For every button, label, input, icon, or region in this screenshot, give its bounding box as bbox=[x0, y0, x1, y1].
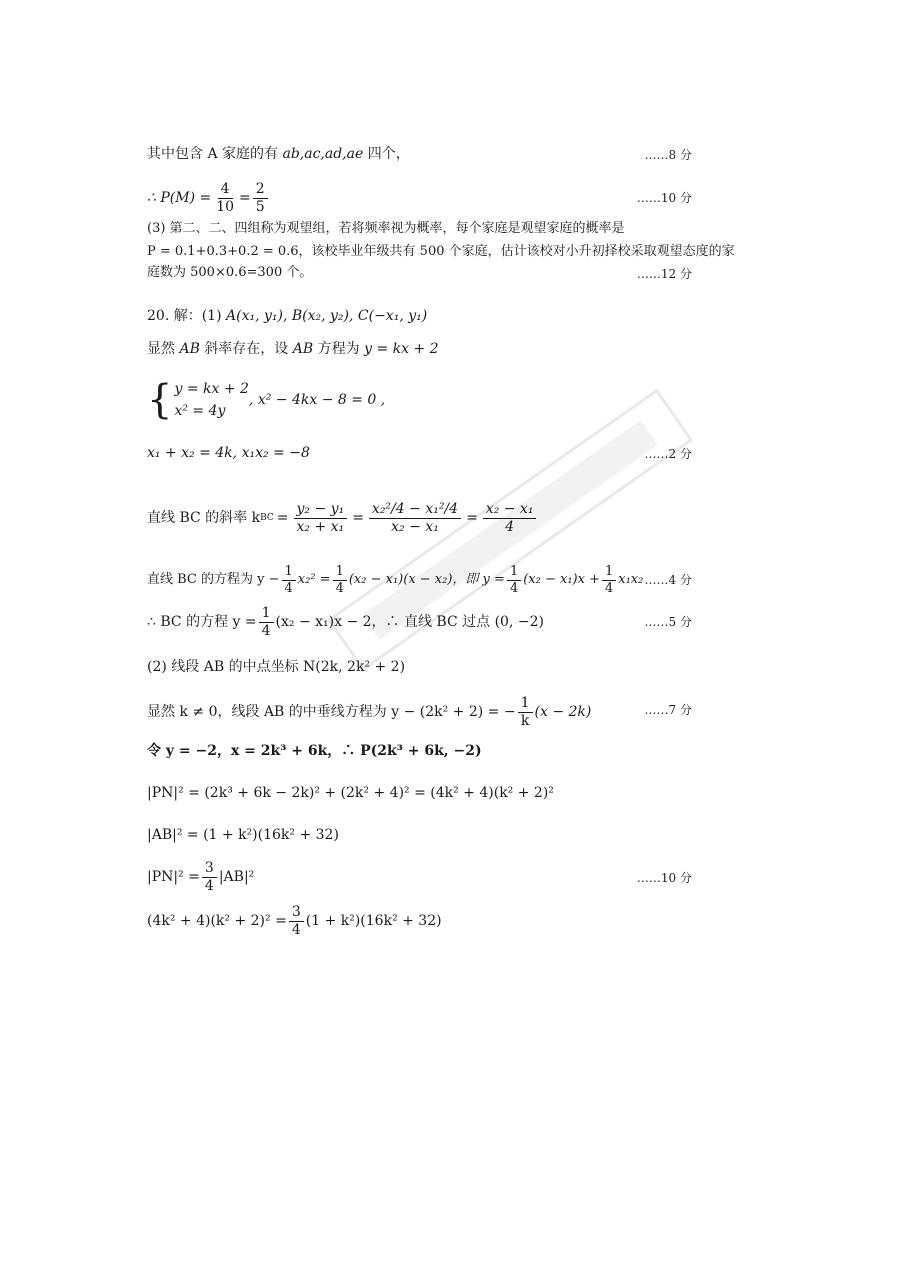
fraction-numerator: 1 bbox=[333, 565, 347, 581]
fraction-numerator: 1 bbox=[602, 565, 616, 581]
text-line-family-count: 庭数为 500×0.6=300 个。 bbox=[147, 265, 313, 280]
fraction bbox=[213, 182, 237, 214]
line-text: 显然 bbox=[147, 341, 175, 357]
perpendicular-bisector-line bbox=[147, 692, 591, 732]
fraction-denominator: x₂ + x₁ bbox=[296, 518, 345, 535]
text-line-part3: (3) 第二、二、四组称为观望组，若将频率视为概率，每个家庭是观望家庭的概率是 bbox=[147, 221, 625, 236]
equation-system bbox=[147, 376, 385, 424]
math-expression: (4k² + 4)(k² + 2)² = bbox=[147, 913, 287, 929]
relation-line bbox=[147, 858, 254, 896]
fraction bbox=[282, 565, 296, 595]
fraction bbox=[289, 905, 304, 937]
math-expression: x₂² = bbox=[297, 572, 331, 587]
fraction-numerator: 2 bbox=[253, 182, 268, 199]
math-expression: |AB|² bbox=[218, 869, 255, 885]
math-expression: ab,ac,ad,ae bbox=[282, 146, 364, 162]
math-expression: y = kx + 2 bbox=[364, 341, 439, 357]
line-text: 方程为 bbox=[317, 341, 360, 357]
line-text: ∴ BC 的方程 y = bbox=[147, 614, 257, 630]
final-equation-line bbox=[147, 902, 442, 940]
fraction bbox=[333, 565, 347, 595]
fraction-denominator: 5 bbox=[255, 198, 265, 215]
math-expression: AB bbox=[292, 341, 314, 357]
math-expression: ∴ P(M) = bbox=[147, 190, 212, 206]
bc-passes-point-line bbox=[147, 604, 544, 640]
math-expression: (x − 2k) bbox=[534, 704, 592, 720]
fraction bbox=[202, 861, 217, 893]
score-mark: ……10 分 bbox=[636, 191, 692, 205]
score-mark: ……7 分 bbox=[644, 703, 692, 717]
fraction bbox=[253, 182, 268, 214]
question-20-heading bbox=[147, 307, 427, 325]
fraction-denominator: 4 bbox=[505, 518, 515, 535]
math-operator: = bbox=[276, 510, 289, 526]
fraction-denominator: 4 bbox=[261, 622, 271, 639]
equation: x² = 4y bbox=[174, 403, 226, 419]
fraction bbox=[483, 502, 537, 534]
fraction-numerator: 1 bbox=[259, 606, 274, 623]
fraction-denominator: 4 bbox=[335, 580, 344, 596]
fraction-denominator: 4 bbox=[604, 580, 614, 596]
text-line-ab-slope bbox=[147, 340, 439, 358]
fraction-denominator: 10 bbox=[216, 198, 235, 215]
math-expression: (x₂ − x₁)x + bbox=[523, 572, 600, 587]
fraction-numerator: 1 bbox=[518, 696, 533, 713]
math-expression: |PN|² = bbox=[147, 869, 200, 885]
fraction-denominator: 4 bbox=[509, 580, 519, 596]
fraction bbox=[602, 565, 616, 595]
subscript: BC bbox=[260, 513, 274, 523]
point-p-line: 令 y = −2，x = 2k³ + 6k，∴ P(2k³ + 6k, −2) bbox=[147, 743, 482, 759]
math-expression: (x₂ − x₁)(x − x₂)，即 y = bbox=[348, 572, 505, 587]
score-mark: ……12 分 bbox=[636, 267, 692, 281]
question-label: 20. 解：(1) bbox=[147, 308, 222, 324]
left-brace-glyph: { bbox=[147, 377, 173, 423]
fraction bbox=[507, 565, 521, 595]
pn-squared-line: |PN|² = (2k³ + 6k − 2k)² + (2k² + 4)² = (4k² + 4)(k² + 2)² bbox=[147, 785, 554, 801]
slope-bc-line bbox=[147, 488, 538, 548]
fraction-denominator: x₂ − x₁ bbox=[391, 518, 439, 535]
probability-line bbox=[147, 178, 270, 218]
score-mark: ……5 分 bbox=[644, 615, 692, 629]
line-text: 直线 BC 的斜率 k bbox=[147, 510, 261, 526]
fraction-numerator: y₂ − y₁ bbox=[294, 502, 348, 519]
fraction-numerator: 3 bbox=[202, 861, 217, 878]
score-mark: ……2 分 bbox=[644, 447, 692, 461]
line-text: 斜率存在，设 bbox=[204, 341, 289, 357]
math-expression: (1 + k²)(16k² + 32) bbox=[305, 913, 442, 929]
line-text: 四个， bbox=[367, 146, 410, 162]
fraction-numerator: 4 bbox=[218, 182, 233, 199]
math-expression: , x² − 4kx − 8 = 0 , bbox=[248, 392, 386, 408]
fraction bbox=[369, 502, 461, 534]
fraction-denominator: 4 bbox=[204, 877, 214, 894]
fraction bbox=[259, 606, 274, 638]
math-operator: = bbox=[239, 190, 251, 206]
fraction bbox=[518, 696, 533, 728]
fraction-numerator: x₂ − x₁ bbox=[483, 502, 537, 519]
fraction bbox=[294, 502, 348, 534]
math-operator: = bbox=[352, 510, 364, 526]
equation: y = kx + 2 bbox=[174, 381, 249, 397]
line-text: 直线 BC 的方程为 y − bbox=[147, 572, 280, 587]
fraction-numerator bbox=[369, 502, 461, 519]
line-text: (x₂ − x₁)x − 2，∴ 直线 BC 过点 (0, −2) bbox=[275, 614, 544, 630]
vieta-line bbox=[147, 444, 310, 462]
part2-midpoint-line: (2) 线段 AB 的中点坐标 N(2k, 2k² + 2) bbox=[147, 659, 406, 675]
math-expression: A(x₁, y₁), B(x₂, y₂), C(−x₁, y₁) bbox=[226, 308, 428, 324]
score-mark: ……8 分 bbox=[644, 148, 692, 162]
numerator-term: x₁²/4 bbox=[425, 500, 459, 517]
numerator-term: x₂²/4 bbox=[371, 500, 405, 517]
score-mark: ……10 分 bbox=[636, 871, 692, 885]
bc-equation-line bbox=[147, 562, 643, 598]
math-expression: AB bbox=[179, 341, 200, 357]
fraction-denominator: 4 bbox=[284, 580, 293, 596]
fraction-numerator: 3 bbox=[289, 905, 304, 922]
fraction-numerator: 1 bbox=[282, 565, 296, 581]
text-line-families-with-a bbox=[147, 145, 410, 163]
line-text: 显然 k ≠ 0，线段 AB 的中垂线方程为 y − (2k² + 2) = − bbox=[147, 704, 516, 720]
score-mark: ……4 分 bbox=[644, 573, 692, 587]
fraction-denominator: 4 bbox=[291, 921, 301, 938]
text-line-probability-value: P = 0.1+0.3+0.2 = 0.6，该校毕业年级共有 500 个家庭，估计该校对小升初择校采取观望态度的家 bbox=[147, 244, 735, 259]
math-expression: x₁ + x₂ = 4k, x₁x₂ = −8 bbox=[147, 445, 310, 461]
fraction-numerator: 1 bbox=[507, 565, 521, 581]
ab-squared-line: |AB|² = (1 + k²)(16k² + 32) bbox=[147, 827, 339, 843]
math-operator: = bbox=[466, 510, 478, 526]
system-of-equations bbox=[174, 378, 248, 422]
math-expression: x₁x₂ bbox=[618, 572, 644, 587]
fraction-denominator: k bbox=[520, 712, 530, 729]
math-operator: − bbox=[409, 500, 421, 517]
line-text: 其中包含 A 家庭的有 bbox=[147, 146, 279, 162]
